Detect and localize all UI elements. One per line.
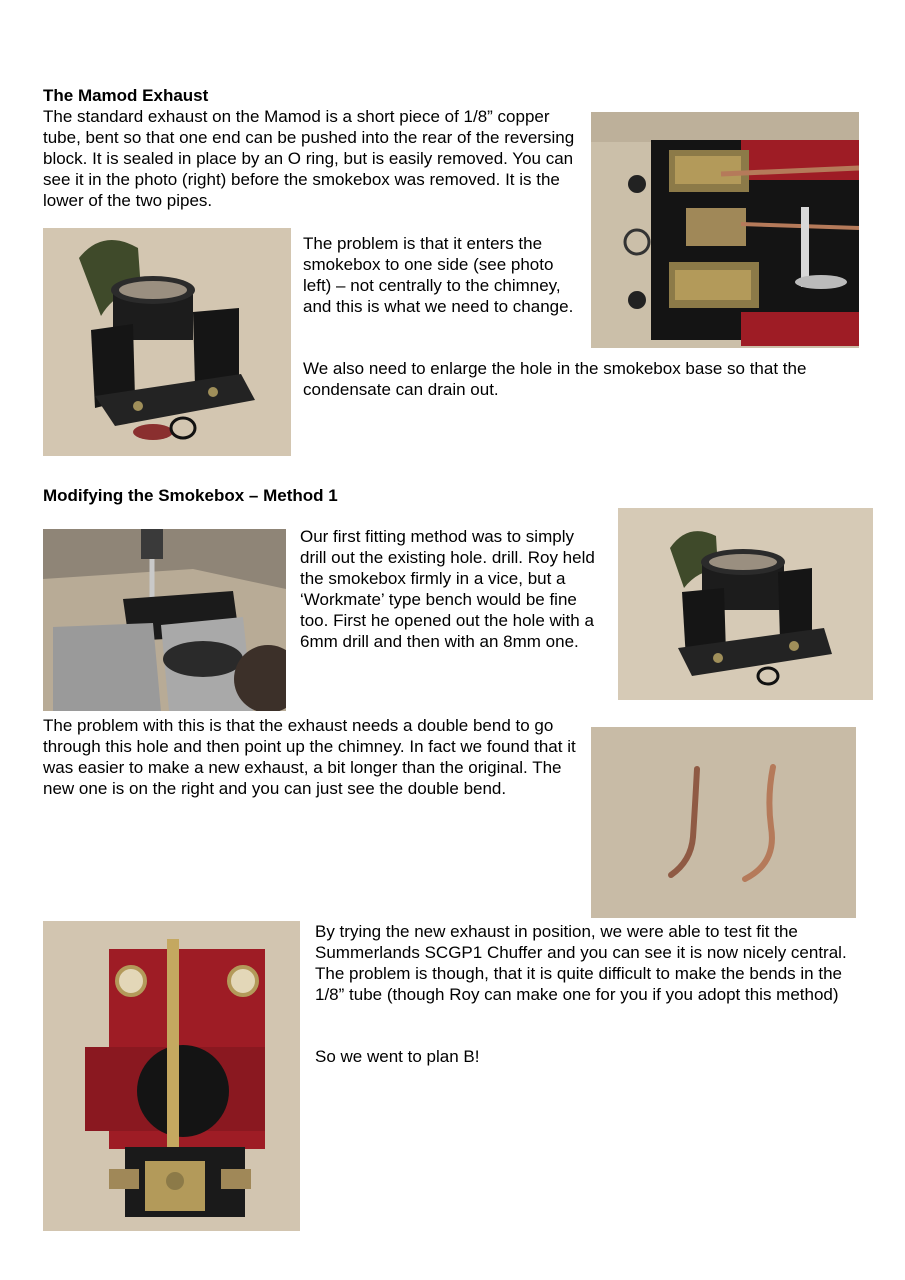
photo-smokebox-side-exhaust [43,228,291,456]
paragraph-standard-exhaust: The standard exhaust on the Mamod is a short piece of 1/8” copper tube, bent so that one end can be pushed into the rear of the reversing block. It is sealed in place by an O ring, but is easily removed. You can see it in the photo (right) before the smokebox was removed. It is the lower of the two pipes. [43,107,575,210]
section-heading-mamod-exhaust: The Mamod Exhaust [43,86,209,105]
paragraph-enlarge-hole: We also need to enlarge the hole in the smokebox base so that the condensate can drain out. [303,359,807,399]
photo-loco-with-chuffer [43,921,300,1231]
photo-drilling-smokebox [43,529,286,711]
paragraph-first-fitting-method: Our first fitting method was to simply drill out the existing hole. drill. Roy held the smokebox firmly in a vice, but a ‘Workmate’ type bench would be fine too. First he opened out the hole with a 6mm drill and then with an 8mm one. [300,527,595,651]
section-heading-modifying-smokebox: Modifying the Smokebox – Method 1 [43,486,338,505]
photo-old-and-new-exhaust [591,727,856,918]
photo-smokebox-drilled [618,508,873,700]
paragraph-double-bend: The problem with this is that the exhaust needs a double bend to go through this hole and then point up the chimney. In fact we found that it was easier to make a new exhaust, a bit longer than the original. The new one is on the right and you can just see the double bend. [43,716,576,798]
paragraph-plan-b: So we went to plan B! [315,1047,480,1066]
photo-chassis-top-view [591,112,859,348]
paragraph-enters-one-side: The problem is that it enters the smokebox to one side (see photo left) – not centrally to the chimney, and this is what we need to change. [303,234,574,316]
paragraph-test-fit-chuffer: By trying the new exhaust in position, we were able to test fit the Summerlands SCGP1 Chuffer and you can see it is now nicely central. The problem is though, that it is quite difficult to make the bends in the 1/8” tube (though Roy can make one for you if you adopt this method) [315,922,847,1004]
